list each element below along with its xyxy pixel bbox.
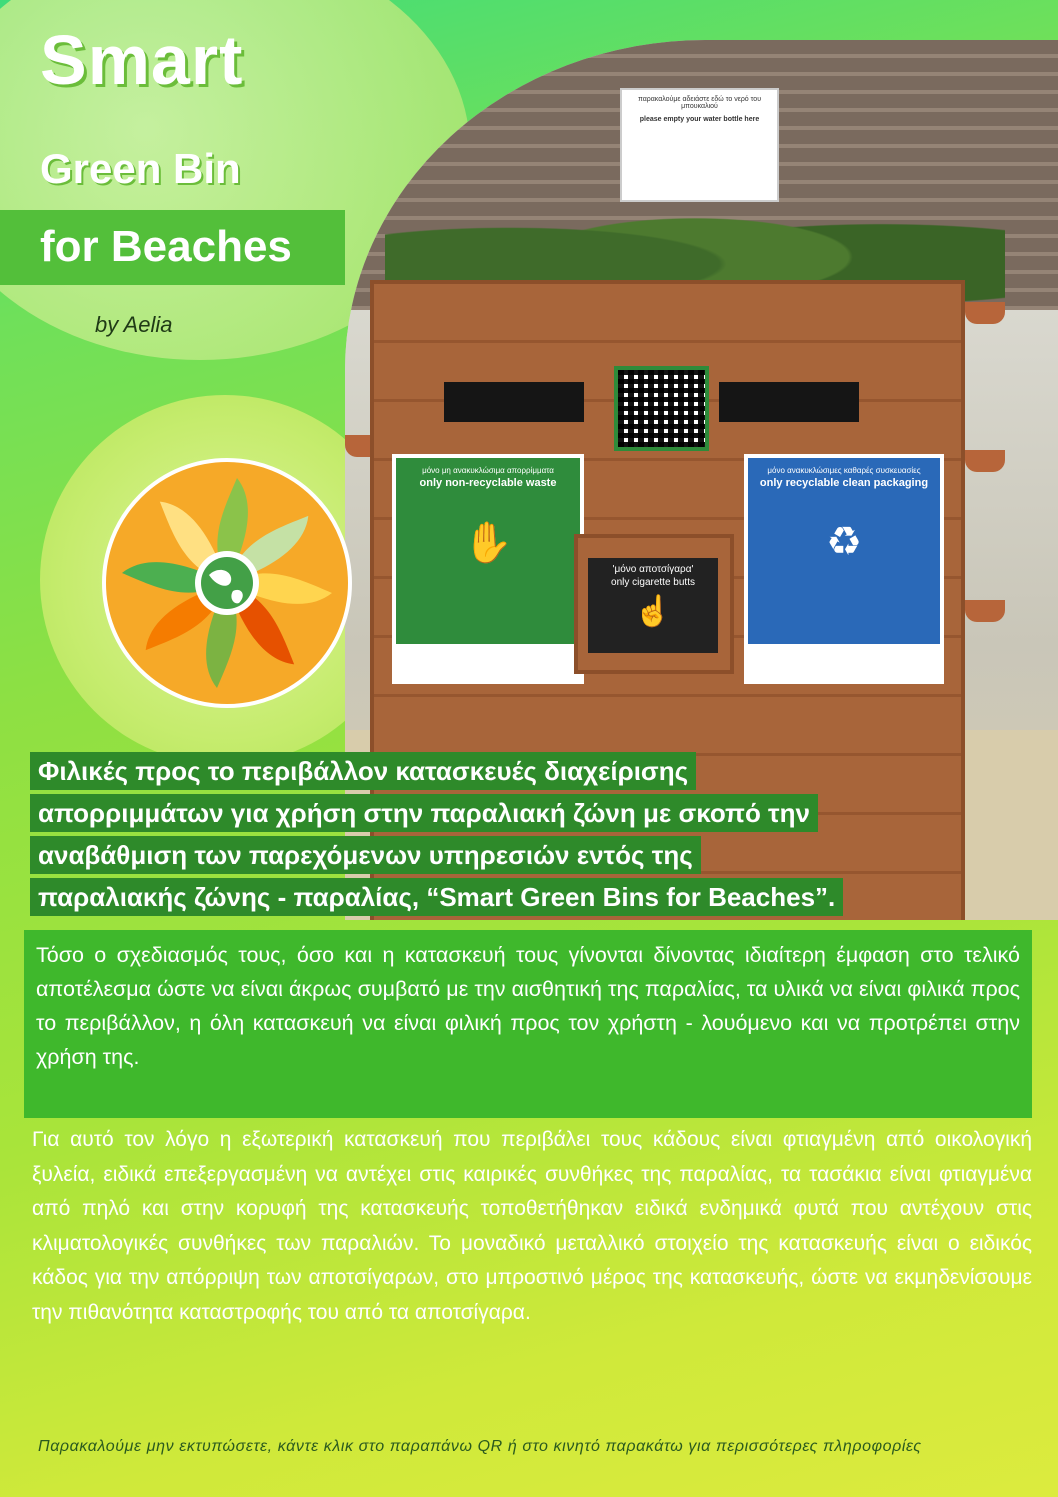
non-recyclable-sign xyxy=(392,454,584,684)
sign-right-greek: μόνο ανακυκλώσιμες καθαρές συσκευασίες xyxy=(767,466,921,475)
aelia-logo xyxy=(102,458,352,708)
notice-english-text: please empty your water bottle here xyxy=(639,116,760,123)
sponsor-strip xyxy=(748,644,940,680)
water-bottle-notice xyxy=(620,88,779,202)
title-line-3: for Beaches xyxy=(40,222,292,271)
right-slot xyxy=(719,382,859,422)
qr-code[interactable] xyxy=(614,366,709,451)
title-line-1: Smart xyxy=(40,21,244,99)
sign-center-english: only cigarette butts xyxy=(611,577,695,588)
detail-paragraph: Για αυτό τον λόγο η εξωτερική κατασκευή που περιβάλει τους κάδους είναι φτιαγμένη από οικολογική ξυλεία, ειδικά επεξεργασμένη να αντέχει στις καιρικές συνθήκες της παραλίας, τα τασάκια είναι φτιαγμένα από πηλό και στην κορυφή της κατασκευής τοποθετήθηκαν ειδικά ενδημικά φυτά που αντέχουν στις κλιματολογικές συνθήκες των παραλιών. Το μοναδικό μεταλλικό στοιχείο της κατασκευής είναι ο ειδικός κάδος για την απόρριψη των αποτσίγαρων, στο μπροστινό μέρος της κατασκευής, ώστε να εκμηδενίσουμε την πιθανότητα καταστροφής του από τα αποτσίγαρα. xyxy=(32,1128,1032,1324)
sign-center-greek: 'μόνο αποτσίγαρα' xyxy=(612,564,694,575)
recycle-icon: ♻ xyxy=(826,520,862,564)
footer-note: Παρακαλούμε μην εκτυπώσετε, κάντε κλικ στο παραπάνω QR ή στο κινητό παρακάτω για περισσότερες πληροφορίες xyxy=(38,1438,922,1455)
clay-pot xyxy=(965,450,1005,472)
sign-left-english: only non-recyclable waste xyxy=(419,477,557,489)
left-slot xyxy=(444,382,584,422)
clay-pot xyxy=(965,600,1005,622)
cigarette-hand-icon: ☝ xyxy=(634,595,672,628)
headline-line: αναβάθμιση των παρεχόμενων υπηρεσιών εντός της xyxy=(30,836,701,874)
headline-line: παραλιακής ζώνης - παραλίας, “Smart Green Bins for Beaches”. xyxy=(30,878,843,916)
title-line-2: Green Bin xyxy=(40,145,241,192)
headline xyxy=(30,752,940,920)
intro-paragraph: Τόσο ο σχεδιασμός τους, όσο και η κατασκευή τους γίνονται δίνοντας ιδιαίτερη έμφαση στο τελικό αποτέλεσμα ώστε να είναι άκρως συμβατό με την αισθητική της παραλίας, τα υλικά να είναι φιλικά προς το περιβάλλον, η όλη κατασκευή να είναι φιλική προς τον χρήστη - λουόμενο και να προτρέπει στην χρήση της. xyxy=(24,930,1032,1118)
notice-greek-text: παρακαλούμε αδειάστε εδώ το νερό του μπουκαλιού xyxy=(637,96,762,110)
sun-flower-icon xyxy=(106,462,352,708)
cigarette-butt-box xyxy=(574,534,734,674)
headline-line: απορριμμάτων για χρήση στην παραλιακή ζώνη με σκοπό την xyxy=(30,794,818,832)
sign-left-greek: μόνο μη ανακυκλώσιμα απορρίμματα xyxy=(422,466,554,475)
cigarette-label xyxy=(588,558,718,653)
byline: by Aelia xyxy=(95,312,173,337)
recyclable-sign xyxy=(744,454,944,684)
clay-pot xyxy=(965,302,1005,324)
sponsor-strip xyxy=(396,644,580,680)
trash-hand-icon: ✋ xyxy=(463,521,513,565)
headline-line: Φιλικές προς το περιβάλλον κατασκευές διαχείρισης xyxy=(30,752,696,790)
sign-right-english: only recyclable clean packaging xyxy=(759,477,929,489)
